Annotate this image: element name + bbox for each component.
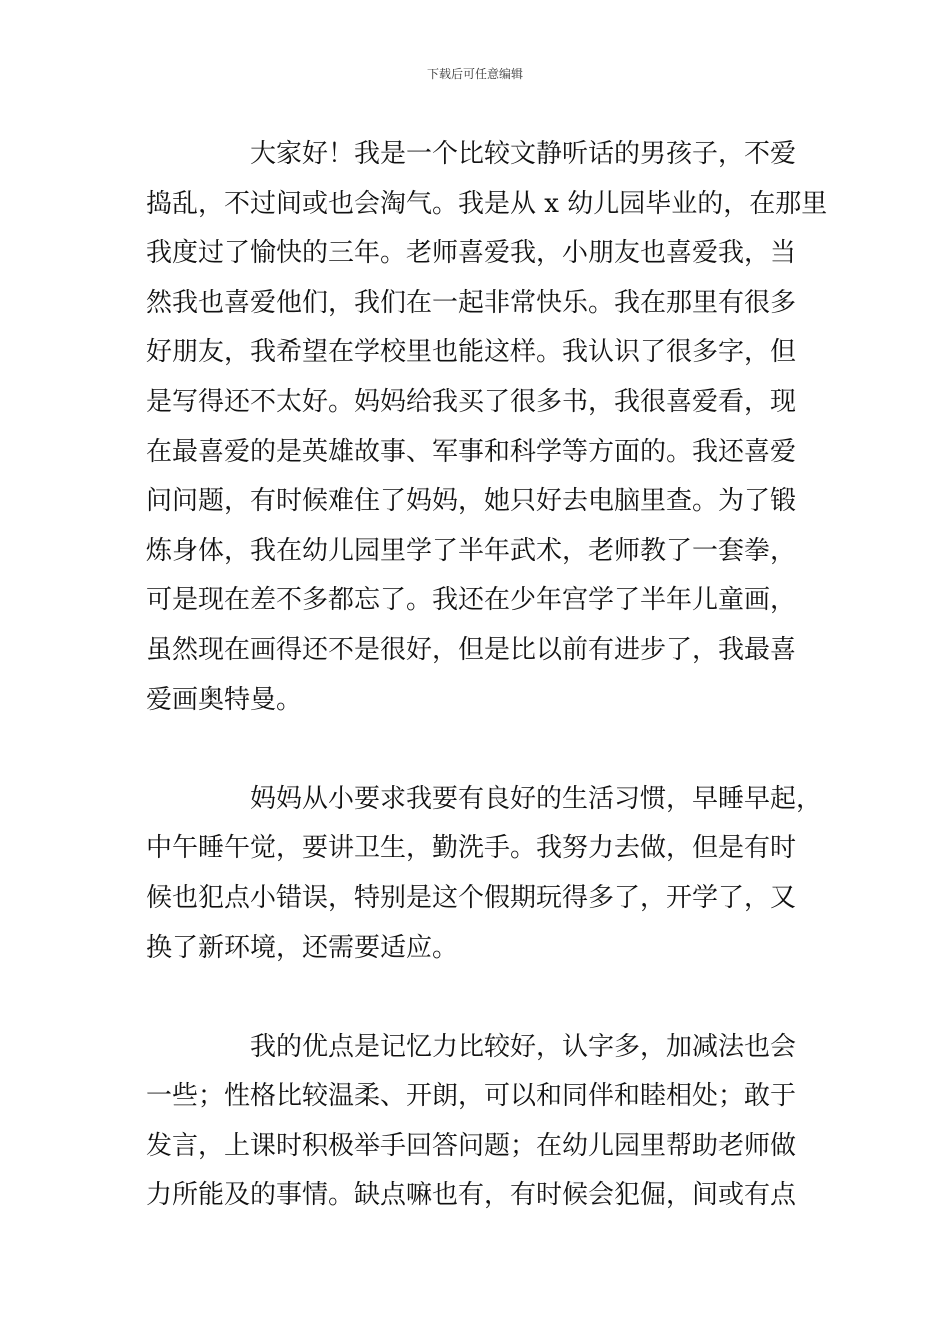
paragraph-1 — [146, 130, 828, 725]
text-line: 是写得还不太好。妈妈给我买了很多书，我很喜爱看，现 — [146, 386, 797, 417]
text-line: 发言，上课时积极举手回答问题；在幼儿园里帮助老师做 — [146, 1130, 797, 1161]
paragraph-3 — [146, 1023, 810, 1221]
text-line: 我的优点是记忆力比较好，认字多，加减法也会 — [146, 1031, 797, 1062]
text-line: 我度过了愉快的三年。老师喜爱我，小朋友也喜爱我，当 — [146, 238, 797, 269]
text-line: 虽然现在画得还不是很好，但是比以前有进步了，我最喜 — [146, 634, 797, 665]
text-line: 一些；性格比较温柔、开朗，可以和同伴和睦相处；敢于 — [146, 1081, 797, 1112]
text-line: 在最喜爱的是英雄故事、军事和科学等方面的。我还喜爱 — [146, 436, 797, 467]
text-line: 好朋友，我希望在学校里也能这样。我认识了很多字，但 — [146, 337, 797, 368]
text-line: 炼身体，我在幼儿园里学了半年武术，老师教了一套拳， — [146, 535, 797, 566]
text-line: 妈妈从小要求我要有良好的生活习惯，早睡早起， — [146, 783, 823, 814]
page-header: 下载后可任意编辑 — [426, 67, 523, 81]
text-line: 然我也喜爱他们，我们在一起非常快乐。我在那里有很多 — [146, 287, 797, 318]
text-line: 中午睡午觉，要讲卫生，勤洗手。我努力去做，但是有时 — [146, 833, 797, 864]
paragraph-2 — [146, 775, 823, 973]
text-line: 力所能及的事情。缺点嘛也有，有时候会犯倔，间或有点 — [146, 1180, 797, 1211]
document-body — [146, 130, 828, 1221]
text-line: 换了新环境，还需要适应。 — [146, 932, 459, 963]
text-line: 爱画奥特曼。 — [146, 684, 303, 715]
text-line: 可是现在差不多都忘了。我还在少年宫学了半年儿童画， — [146, 585, 797, 616]
paragraph-spacer — [146, 973, 810, 1023]
text-line: 大家好！我是一个比较文静听话的男孩子，不爱 — [146, 139, 797, 169]
text-line: 捣乱，不过间或也会淘气。我是从 x 幼儿园毕业的，在那里 — [146, 188, 828, 219]
text-line: 候也犯点小错误，特别是这个假期玩得多了，开学了，又 — [146, 882, 797, 913]
paragraph-spacer — [146, 725, 810, 775]
text-line: 问问题，有时候难住了妈妈，她只好去电脑里查。为了锻 — [146, 486, 797, 517]
